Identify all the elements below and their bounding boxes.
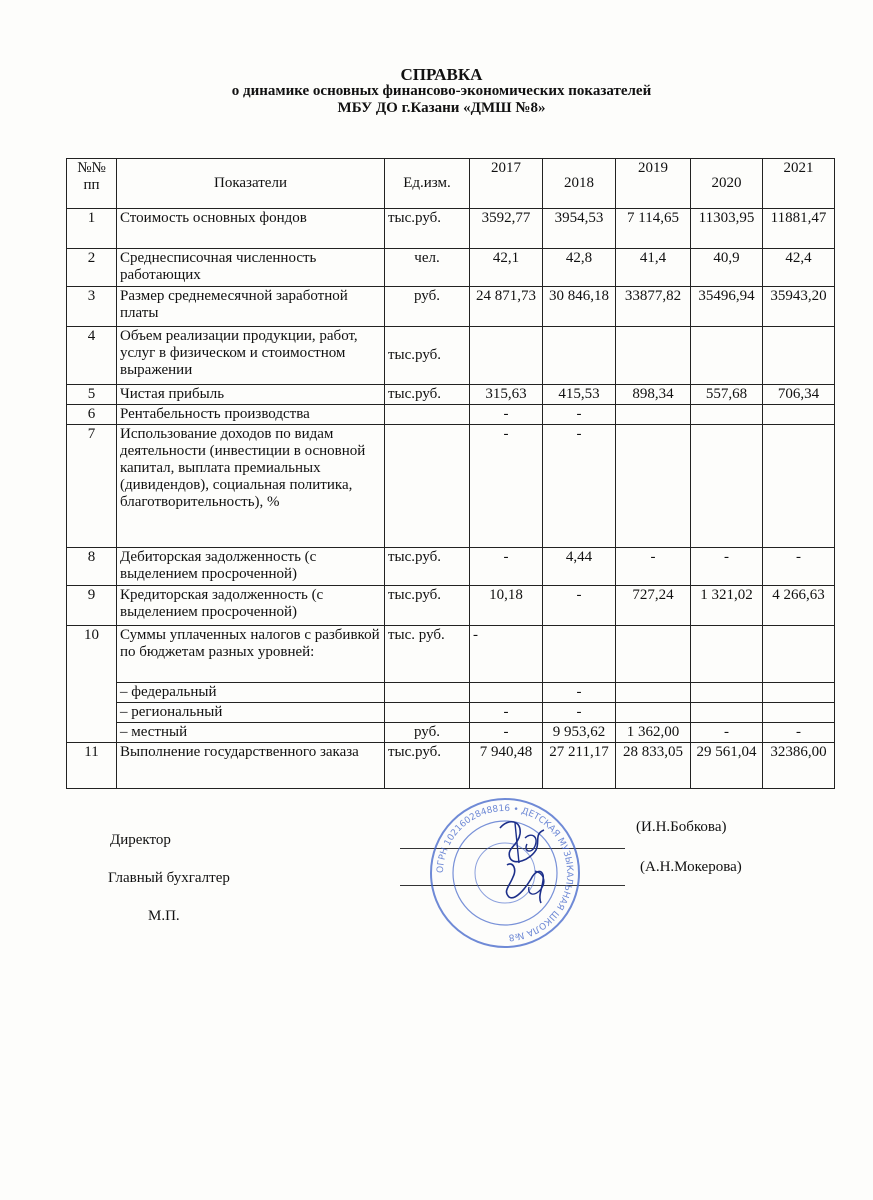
col-header-number: №№ пп (67, 159, 117, 209)
cell-2019 (616, 327, 691, 385)
row-indicator: Объем реализации продукции, работ, услуг в физическом и стоимостном выражении (117, 327, 385, 385)
seal-label: М.П. (148, 908, 180, 924)
table-row (67, 626, 835, 683)
cell-2018: - (543, 405, 616, 425)
cell-2017: 3592,77 (470, 209, 543, 249)
cell-2019: 1 362,00 (616, 723, 691, 743)
cell-2019: 7 114,65 (616, 209, 691, 249)
cell-2021 (763, 683, 835, 703)
row-number: 9 (67, 586, 117, 626)
accountant-label: Главный бухгалтер (108, 870, 230, 886)
cell-2017: 24 871,73 (470, 287, 543, 327)
row-unit (385, 703, 470, 723)
row-number: 4 (67, 327, 117, 385)
cell-2017: - (470, 626, 543, 683)
cell-2021: 35943,20 (763, 287, 835, 327)
row-indicator: Чистая прибыль (117, 385, 385, 405)
cell-2017: - (470, 425, 543, 548)
row-unit: тыс.руб. (385, 743, 470, 789)
col-header-unit: Ед.изм. (385, 159, 470, 209)
row-number: 2 (67, 249, 117, 287)
cell-2019: 727,24 (616, 586, 691, 626)
cell-2021: 4 266,63 (763, 586, 835, 626)
col-header-2019: 2019 (616, 159, 691, 209)
row-unit: тыс.руб. (385, 327, 470, 385)
cell-2020: 557,68 (691, 385, 763, 405)
cell-2018: - (543, 703, 616, 723)
cell-2021: 32386,00 (763, 743, 835, 789)
cell-2021 (763, 626, 835, 683)
col-header-indicator: Показатели (117, 159, 385, 209)
indicators-table (66, 158, 835, 789)
cell-2017: 7 940,48 (470, 743, 543, 789)
cell-2021 (763, 425, 835, 548)
row-indicator: Выполнение государственного заказа (117, 743, 385, 789)
cell-2021: 42,4 (763, 249, 835, 287)
cell-2018: 42,8 (543, 249, 616, 287)
table-row (67, 287, 835, 327)
cell-2019 (616, 405, 691, 425)
svg-text:ОГРН 1021602848816 • ДЕТСКАЯ М: ОГРН 1021602848816 • ДЕТСКАЯ МУЗЫКАЛЬНАЯ ШКОЛА №8 (435, 803, 575, 942)
document-title-block (0, 66, 873, 117)
cell-2020 (691, 405, 763, 425)
cell-2019: 41,4 (616, 249, 691, 287)
cell-2020: 11303,95 (691, 209, 763, 249)
table-row (67, 723, 835, 743)
col-header-2021: 2021 (763, 159, 835, 209)
cell-2019: 28 833,05 (616, 743, 691, 789)
organization-name: МБУ ДО г.Казани «ДМШ №8» (337, 100, 546, 116)
cell-2020 (691, 327, 763, 385)
cell-2017: - (470, 723, 543, 743)
table-row (67, 405, 835, 425)
row-number: 1 (67, 209, 117, 249)
cell-2017: - (470, 405, 543, 425)
row-indicator: Использование доходов по видам деятельности (инвестиции в основной капитал, выплата премиальных (дивидендов), социальная политика, благотворительность), % (117, 425, 385, 548)
cell-2017: 315,63 (470, 385, 543, 405)
row-indicator: – федеральный (117, 683, 385, 703)
row-unit (385, 683, 470, 703)
row-unit (385, 405, 470, 425)
row-indicator: Дебиторская задолженность (с выделением просроченной) (117, 548, 385, 586)
cell-2020: 1 321,02 (691, 586, 763, 626)
table-row (67, 209, 835, 249)
row-number: 8 (67, 548, 117, 586)
col-header-2017: 2017 (470, 159, 543, 209)
row-number: 10 (67, 626, 117, 743)
cell-2019 (616, 425, 691, 548)
cell-2020: 35496,94 (691, 287, 763, 327)
cell-2021: 706,34 (763, 385, 835, 405)
cell-2020: 40,9 (691, 249, 763, 287)
col-header-2018: 2018 (543, 159, 616, 209)
row-number: 5 (67, 385, 117, 405)
cell-2018: 9 953,62 (543, 723, 616, 743)
cell-2020 (691, 626, 763, 683)
cell-2018: - (543, 683, 616, 703)
table-row (67, 548, 835, 586)
cell-2017: - (470, 548, 543, 586)
row-unit: тыс.руб. (385, 385, 470, 405)
row-unit: тыс.руб. (385, 548, 470, 586)
row-number: 6 (67, 405, 117, 425)
row-number: 11 (67, 743, 117, 789)
row-indicator: – местный (117, 723, 385, 743)
table-row (67, 425, 835, 548)
row-unit: руб. (385, 287, 470, 327)
table-row (67, 586, 835, 626)
row-unit (385, 425, 470, 548)
table-row (67, 385, 835, 405)
cell-2020: 29 561,04 (691, 743, 763, 789)
row-number: 3 (67, 287, 117, 327)
cell-2018: - (543, 425, 616, 548)
cell-2017 (470, 327, 543, 385)
cell-2019 (616, 683, 691, 703)
cell-2017: 10,18 (470, 586, 543, 626)
table-row (67, 703, 835, 723)
round-seal-stamp (425, 793, 585, 953)
cell-2018 (543, 327, 616, 385)
row-unit: тыс.руб. (385, 209, 470, 249)
cell-2019: 33877,82 (616, 287, 691, 327)
cell-2017: 42,1 (470, 249, 543, 287)
cell-2020 (691, 683, 763, 703)
row-indicator: – региональный (117, 703, 385, 723)
cell-2021: 11881,47 (763, 209, 835, 249)
cell-2020 (691, 425, 763, 548)
table-row (67, 683, 835, 703)
cell-2017: - (470, 703, 543, 723)
cell-2019 (616, 703, 691, 723)
cell-2020 (691, 703, 763, 723)
cell-2018: 4,44 (543, 548, 616, 586)
cell-2021 (763, 327, 835, 385)
document-subtitle: о динамике основных финансово-экономических показателей (231, 83, 652, 99)
cell-2021 (763, 703, 835, 723)
cell-2019: 898,34 (616, 385, 691, 405)
cell-2018: 30 846,18 (543, 287, 616, 327)
table-row (67, 743, 835, 789)
director-name: (И.Н.Бобкова) (636, 819, 727, 835)
row-indicator: Рентабельность производства (117, 405, 385, 425)
cell-2018: 3954,53 (543, 209, 616, 249)
cell-2021 (763, 405, 835, 425)
document-title: СПРАВКА (400, 65, 483, 84)
table-row (67, 249, 835, 287)
row-indicator: Стоимость основных фондов (117, 209, 385, 249)
col-header-2020: 2020 (691, 159, 763, 209)
cell-2019: - (616, 548, 691, 586)
cell-2019 (616, 626, 691, 683)
table-header-row (67, 159, 835, 209)
cell-2021: - (763, 723, 835, 743)
cell-2021: - (763, 548, 835, 586)
cell-2018 (543, 626, 616, 683)
accountant-name: (А.Н.Мокерова) (640, 859, 742, 875)
table-row (67, 327, 835, 385)
cell-2017 (470, 683, 543, 703)
cell-2018: 415,53 (543, 385, 616, 405)
row-indicator: Кредиторская задолженность (с выделением просроченной) (117, 586, 385, 626)
row-number: 7 (67, 425, 117, 548)
cell-2018: - (543, 586, 616, 626)
cell-2018: 27 211,17 (543, 743, 616, 789)
cell-2020: - (691, 723, 763, 743)
row-unit: чел. (385, 249, 470, 287)
row-indicator: Суммы уплаченных налогов с разбивкой по бюджетам разных уровней: (117, 626, 385, 683)
row-unit: тыс.руб. (385, 586, 470, 626)
director-label: Директор (110, 832, 171, 848)
row-unit: тыс. руб. (385, 626, 470, 683)
row-unit: руб. (385, 723, 470, 743)
row-indicator: Размер среднемесячной заработной платы (117, 287, 385, 327)
row-indicator: Среднесписочная численность работающих (117, 249, 385, 287)
cell-2020: - (691, 548, 763, 586)
